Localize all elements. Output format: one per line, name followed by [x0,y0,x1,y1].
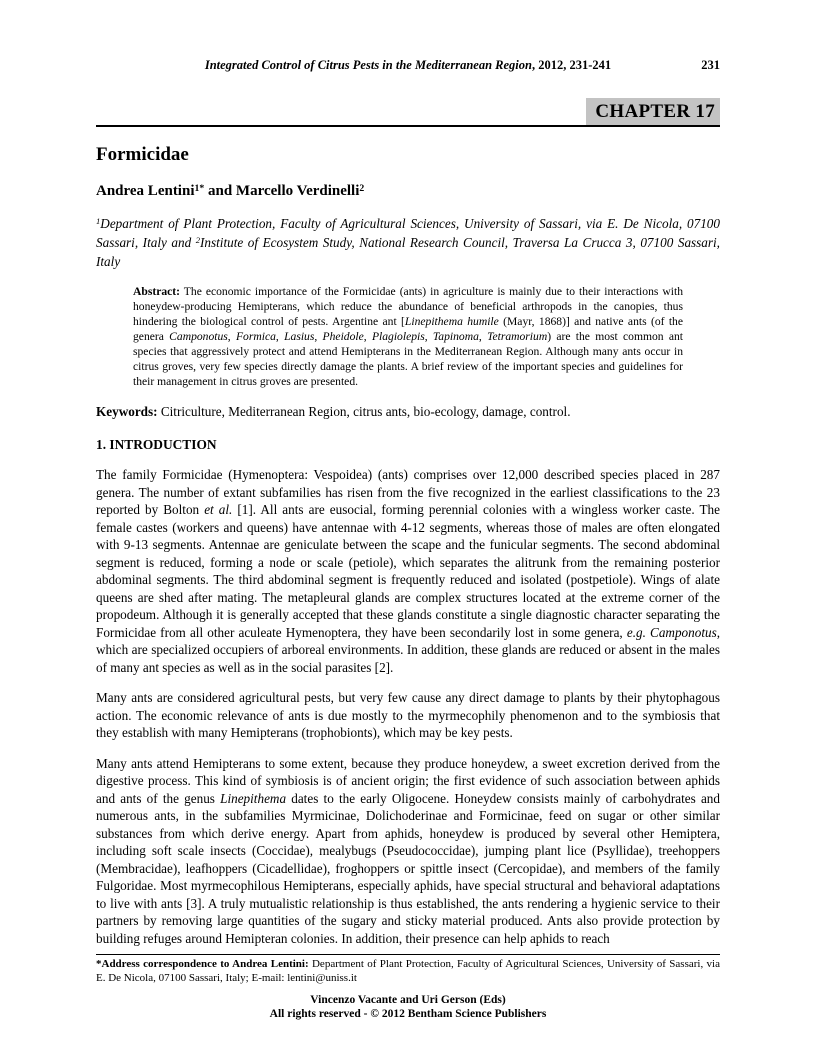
imprint-rights: All rights reserved - © 2012 Bentham Science Publishers [269,1008,547,1020]
authors-line: Andrea Lentini$^{1*}$ and Marcello Verdinelli$^2$ [96,182,365,199]
affiliation: $^1$Department of Plant Protection, Faculty of Agricultural Sciences, University of Sassari, via E. De Nicola, 07100 Sassari, Italy and $^2$Institute of Ecosystem Study, National Research Council, Traversa La Crucca 3, 07100 Sassari, Italy [96,216,720,269]
document-title: Formicidae [96,144,189,165]
chapter-rule [96,98,720,127]
keywords-line: Keywords: Citriculture, Mediterranean Region, citrus ants, bio-ecology, damage, control. [96,404,571,419]
paragraph-intro-2: Many ants are considered agricultural pests, but very few cause any direct damage to plants by their phytophagous action. The economic relevance of ants is due mostly to the myrmecophily phenomenon and to the symbiosis that they establish with many Hemipterans (trophobionts), which may be key pests. [96,690,720,740]
paragraph-intro-3: Many ants attend Hemipterans to some extent, because they produce honeydew, a sweet excretion derived from the digestive process. This kind of symbiosis is of ancient origin; the first evidence of such association between aphids and ants of the genus Linepithema dates to the early Oligocene. Honeydew consists mainly of carbohydrates and numerous ants, in the subfamilies Myrmicinae, Dolichoderinae and Formicinae, feed on sugar or other similar substances from which derive energy. Apart from aphids, honeydew is produced by several other Hemiptera, including soft scale insects (Coccidae), mealybugs (Pseudococcidae), jumping plant lice (Psyllidae), treehoppers (Membracidae), leafhoppers (Cicadellidae), froghoppers or spittle insect (Cercopidae), and members of the family Fulgoridae. Most myrmecophilous Hemipterans, especially aphids, have special structural and behavioral adaptations to live with ants [3]. A truly mutualistic relationship is thus established, the ants rendering a hygienic service to their partners by removing large quantities of the sugary and sticky material produced. Ants also provide protection by building refuges around Hemipteran colonies. In addition, their presence can help aphids to reach [96,755,720,946]
abstract: Abstract: The economic importance of the Formicidae (ants) in agriculture is mainly due to their interactions with honeydew-producing Hemipterans, which reduce the abundance of beneficial arthropods in the canopies, thus hindering the biological control of pests. Argentine ant [Linepithema humile (Mayr, 1868)] and native ants (of the genera Camponotus, Formica, Lasius, Pheidole, Plagiolepis, Tapinoma, Tetramorium) are the most common ant species that aggressively protect and attend Hemipterans in the Mediterranean Region. Although many ants occur in citrus groves, very few species directly damage the plants. A brief review of the important species and guidelines for their management in citrus groves are presented. [133,285,684,388]
running-head [96,58,720,73]
imprint-editors: Vincenzo Vacante and Uri Gerson (Eds) [310,994,506,1006]
imprint [96,993,720,1021]
page-number: 231 [701,58,720,72]
running-head-title: Integrated Control of Citrus Pests in the Mediterranean Region, 2012, 231-241 [204,58,612,72]
section-heading-introduction: 1. INTRODUCTION [96,437,217,452]
correspondence-footnote: *Address correspondence to Andrea Lentini: Department of Plant Protection, Faculty of Agricultural Sciences, University of Sassari, via E. De Nicola, 07100 Sassari, Italy; E-mail: lentini@uniss.it [96,954,720,985]
chapter-badge: CHAPTER 17 [586,98,720,125]
paragraph-intro-1: The family Formicidae (Hymenoptera: Vespoidea) (ants) comprises over 12,000 described species placed in 287 genera. The number of extant subfamilies has risen from the five recognized in the earliest classifications to the 23 reported by Bolton et al. [1]. All ants are eusocial, forming perennial colonies with a wingless worker caste. The female castes (workers and queens) have antennae with 4-12 segments, whereas those of males are often elongated with 9-13 segments. Antennae are geniculate between the scape and the funicular segments. The second abdominal segment is reduced, forming a node or scale (petiole), which separates the alitrunk from the remaining posterior abdominal segments. The third abdominal segment is frequently reduced and isolated (postpetiole). Wings of alate queens are shed after mating. The metapleural glands are complex structures located at the extreme corner of the propodeum. Although it is generally accepted that these glands constitute a single diagnostic character separating the Formicidae from all other aculeate Hymenoptera, they have been secondarily lost in some genera, e.g. Camponotus, which are specialized occupiers of arboreal environments. In addition, these glands are reduced or absent in the males of many ant species as well as in the social parasites [2]. [96,467,721,675]
